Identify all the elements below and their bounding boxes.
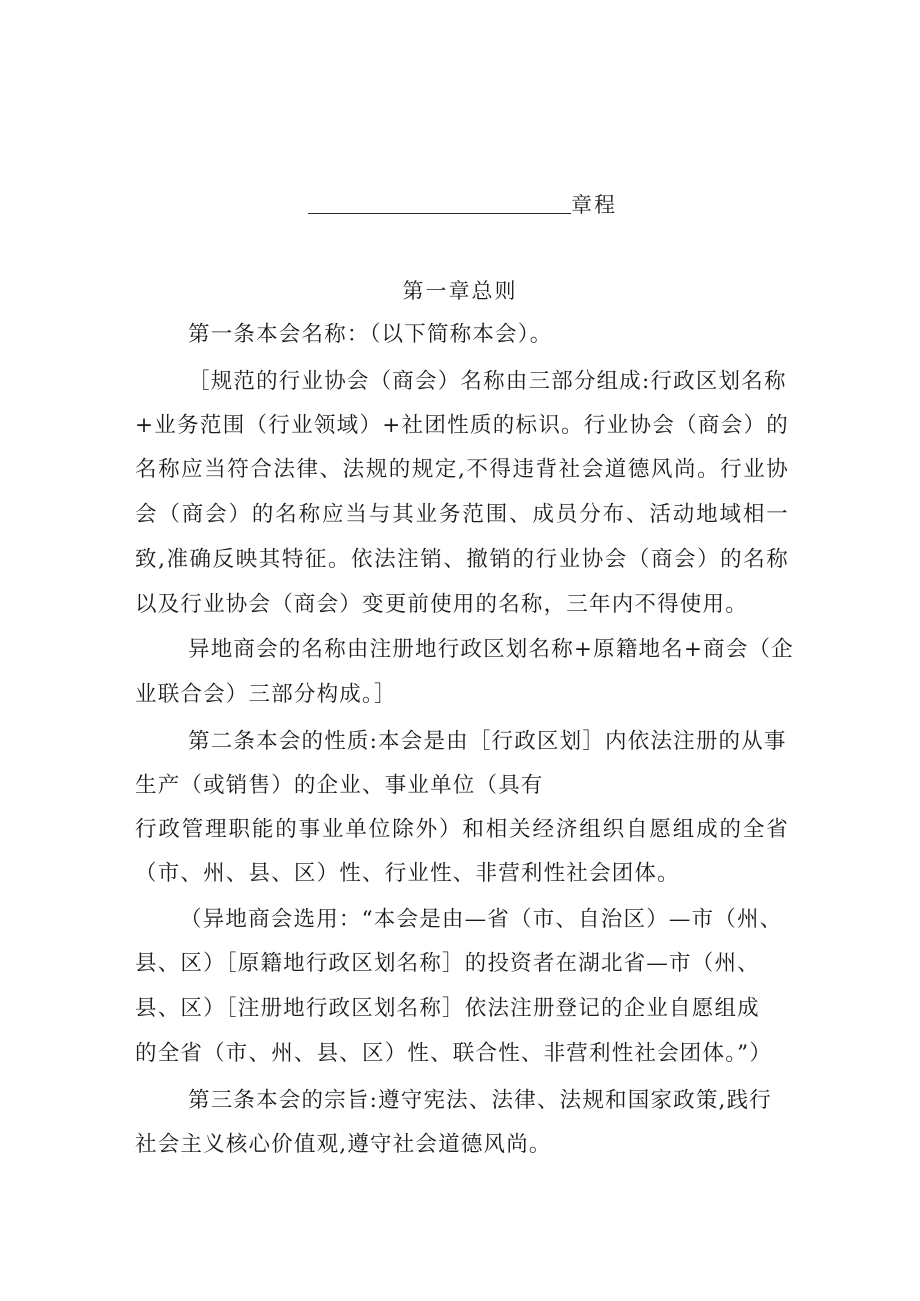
- article-3-line: 第三条本会的宗旨:遵守宪法、法律、法规和国家政策,践行: [188, 1088, 772, 1113]
- option-line: 县、区）［注册地行政区划名称］依法注册登记的企业自愿组成: [135, 996, 760, 1021]
- option-line: 的全省（市、州、县、区）性、联合性、非营利性社会团体。”）: [135, 1041, 773, 1066]
- title-name-blank: [308, 213, 571, 214]
- note-line: 异地商会的名称由注册地行政区划名称+原籍地名+商会（企: [188, 637, 794, 662]
- note-line: +业务范围（行业领域）+社团性质的标识。行业协会（商会）的: [135, 413, 789, 438]
- note-line: 以及行业协会（商会）变更前使用的名称，三年内不得使用。: [135, 592, 748, 617]
- option-line: 县、区）［原籍地行政区划名称］的投资者在湖北省—市（州、: [135, 951, 760, 976]
- article-2-line: （市、州、县、区）性、行业性、非营利性社会团体。: [135, 861, 680, 886]
- note-line: ［规范的行业协会（商会）名称由三部分组成:行政区划名称: [188, 369, 787, 394]
- option-line: （异地商会选用：“本会是由—省（市、自治区）—市（州、: [180, 907, 783, 932]
- article-3-line: 社会主义核心价值观,遵守社会道德风尚。: [135, 1132, 552, 1157]
- note-line: 名称应当符合法律、法规的规定,不得违背社会道德风尚。行业协: [135, 457, 789, 482]
- note-line: 致,准确反映其特征。依法注销、撤销的行业协会（商会）的名称: [135, 547, 789, 572]
- article-2-line: 第二条本会的性质:本会是由［行政区划］内依法注册的从事: [188, 729, 787, 754]
- chapter-heading: 第一章总则: [402, 279, 518, 303]
- article-2-line: 行政管理职能的事业单位除外）和相关经济组织自愿组成的全省: [135, 817, 789, 842]
- title-suffix: 章程: [571, 193, 617, 217]
- article-1-line: 第一条本会名称：（以下简称本会）。: [188, 322, 553, 347]
- article-2-line: 生产（或销售）的企业、事业单位（具有: [135, 773, 544, 798]
- note-line: 业联合会）三部分构成。］: [135, 682, 397, 707]
- document-title: [308, 184, 628, 220]
- note-line: 会（商会）的名称应当与其业务范围、成员分布、活动地域相一: [135, 502, 789, 527]
